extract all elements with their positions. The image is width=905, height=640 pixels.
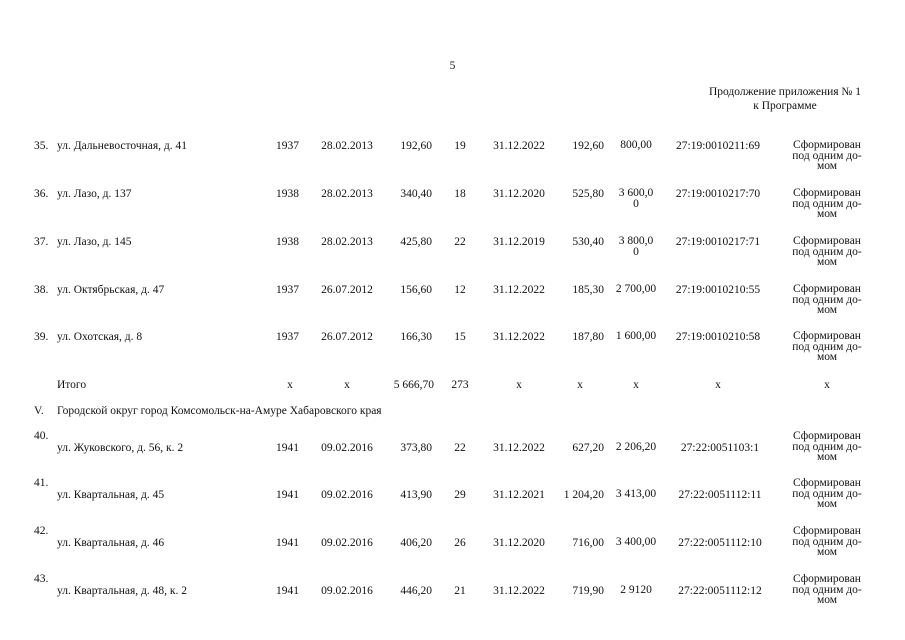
total-x: x xyxy=(344,379,350,391)
total-residents: 273 xyxy=(451,379,469,391)
area-cell: 406,20 xyxy=(400,537,432,549)
status-line: мом xyxy=(816,160,838,172)
status-line: мом xyxy=(816,351,838,363)
cost-cell xyxy=(608,284,664,295)
status-line: Сформирован xyxy=(793,430,861,442)
row-number: 36. xyxy=(34,188,49,200)
row-number: 41. xyxy=(34,477,49,489)
row-number: 38. xyxy=(34,284,49,296)
cadastral-cell: 27:22:0051112:10 xyxy=(678,537,762,549)
row-number: 35. xyxy=(34,140,49,152)
address-cell: ул. Квартальная, д. 46 xyxy=(57,537,165,549)
appendix-note-line2: к Программе xyxy=(753,100,817,112)
cadastral-cell: 27:19:0010211:69 xyxy=(676,140,760,152)
status-line: мом xyxy=(816,208,838,220)
cadastral-cell: 27:22:0051103:1 xyxy=(680,442,760,454)
status-line: под одним до- xyxy=(792,535,862,548)
status-line: мом xyxy=(816,594,838,606)
status-line: под одним до- xyxy=(792,487,862,500)
status-line: мом xyxy=(816,304,838,316)
status-cell xyxy=(782,478,872,510)
total-x: x xyxy=(824,379,830,391)
status-line: Сформирован xyxy=(793,525,861,537)
status-cell xyxy=(782,188,872,220)
deadline-cell: 31.12.2021 xyxy=(493,489,545,501)
address-cell: ул. Квартальная, д. 48, к. 2 xyxy=(57,585,187,597)
appendix-note xyxy=(690,85,880,113)
status-line: Сформирован xyxy=(793,330,861,342)
address-cell: ул. Лазо, д. 145 xyxy=(57,236,132,248)
cost-value: 800,00 xyxy=(620,139,652,151)
cost-cell xyxy=(608,537,664,548)
status-line: мом xyxy=(816,256,838,268)
cost-value: 3 600,0 xyxy=(618,187,654,199)
cost-value-cont: 0 xyxy=(633,198,639,210)
address-cell: ул. Жуковского, д. 56, к. 2 xyxy=(57,442,184,454)
status-cell xyxy=(782,431,872,463)
total-x: x xyxy=(516,379,522,391)
residents-cell: 12 xyxy=(454,284,466,296)
status-line: под одним до- xyxy=(792,245,862,258)
address-cell: ул. Квартальная, д. 45 xyxy=(57,489,165,501)
date-cell: 28.02.2013 xyxy=(321,236,373,248)
cost-value-cont: 0 xyxy=(633,246,639,258)
residents-cell: 15 xyxy=(454,331,466,343)
deadline-cell: 31.12.2022 xyxy=(493,284,545,296)
year-cell: 1941 xyxy=(276,585,299,597)
section-number: V. xyxy=(34,405,44,417)
cost-cell xyxy=(608,585,664,596)
status-cell xyxy=(782,331,872,363)
address-cell: ул. Охотская, д. 8 xyxy=(57,331,143,343)
total-x: x xyxy=(715,379,721,391)
deadline-cell: 31.12.2022 xyxy=(493,585,545,597)
area-cell: 373,80 xyxy=(400,442,432,454)
area-after-cell: 716,00 xyxy=(572,537,604,549)
residents-cell: 22 xyxy=(454,442,466,454)
cost-value: 2 700,00 xyxy=(615,283,657,295)
cost-value: 2 9120 xyxy=(620,584,652,596)
date-cell: 09.02.2016 xyxy=(321,489,373,501)
cost-cell xyxy=(608,331,664,342)
deadline-cell: 31.12.2020 xyxy=(493,537,545,549)
status-line: Сформирован xyxy=(793,187,861,199)
total-x: x xyxy=(577,379,583,391)
status-cell xyxy=(782,574,872,606)
cadastral-cell: 27:19:0010210:58 xyxy=(675,331,761,343)
status-cell xyxy=(782,284,872,316)
row-number: 37. xyxy=(34,236,49,248)
appendix-note-line1: Продолжение приложения № 1 xyxy=(708,86,862,98)
year-cell: 1941 xyxy=(276,489,299,501)
cost-cell xyxy=(608,489,664,500)
area-after-cell: 719,90 xyxy=(572,585,604,597)
deadline-cell: 31.12.2022 xyxy=(493,442,545,454)
row-number: 39. xyxy=(34,331,49,343)
cadastral-cell: 27:19:0010217:71 xyxy=(675,236,761,248)
status-cell xyxy=(782,526,872,558)
area-cell: 446,20 xyxy=(400,585,432,597)
cost-cell xyxy=(608,442,664,453)
year-cell: 1938 xyxy=(276,188,299,200)
cadastral-cell: 27:19:0010217:70 xyxy=(675,188,761,200)
date-cell: 28.02.2013 xyxy=(321,188,373,200)
cost-cell xyxy=(608,236,664,258)
status-line: Сформирован xyxy=(793,235,861,247)
address-cell: ул. Дальневосточная, д. 41 xyxy=(57,140,188,152)
status-line: Сформирован xyxy=(793,139,861,151)
cost-value: 3 800,0 xyxy=(618,235,654,247)
address-cell: ул. Лазо, д. 137 xyxy=(57,188,132,200)
date-cell: 09.02.2016 xyxy=(321,442,373,454)
cadastral-cell: 27:22:0051112:11 xyxy=(678,489,762,501)
year-cell: 1937 xyxy=(276,140,299,152)
year-cell: 1941 xyxy=(276,537,299,549)
status-line: Сформирован xyxy=(793,477,861,489)
area-cell: 166,30 xyxy=(400,331,432,343)
section-title: Городской округ город Комсомольск-на-Амуре Хабаровского края xyxy=(57,405,382,417)
status-line: под одним до- xyxy=(792,197,862,210)
deadline-cell: 31.12.2022 xyxy=(493,331,545,343)
residents-cell: 29 xyxy=(454,489,466,501)
date-cell: 09.02.2016 xyxy=(321,585,373,597)
status-line: мом xyxy=(816,546,838,558)
status-line: мом xyxy=(816,498,838,510)
status-line: под одним до- xyxy=(792,149,862,162)
address-cell: ул. Октябрьская, д. 47 xyxy=(57,284,165,296)
area-cell: 340,40 xyxy=(400,188,432,200)
page-number: 5 xyxy=(449,60,456,72)
row-number: 43. xyxy=(34,573,49,585)
status-cell xyxy=(782,236,872,268)
area-cell: 192,60 xyxy=(400,140,432,152)
status-cell xyxy=(782,140,872,172)
status-line: под одним до- xyxy=(792,583,862,596)
date-cell: 28.02.2013 xyxy=(321,140,373,152)
deadline-cell: 31.12.2019 xyxy=(493,236,545,248)
status-line: под одним до- xyxy=(792,340,862,353)
residents-cell: 26 xyxy=(454,537,466,549)
residents-cell: 22 xyxy=(454,236,466,248)
date-cell: 09.02.2016 xyxy=(321,537,373,549)
residents-cell: 21 xyxy=(454,585,466,597)
row-number: 40. xyxy=(34,430,49,442)
total-area: 5 666,70 xyxy=(393,379,434,391)
total-label: Итого xyxy=(57,379,87,391)
date-cell: 26.07.2012 xyxy=(321,331,373,343)
cost-cell xyxy=(608,188,664,210)
residents-cell: 19 xyxy=(454,140,466,152)
cost-value: 2 206,20 xyxy=(615,441,657,453)
cost-value: 1 600,00 xyxy=(615,330,657,342)
year-cell: 1937 xyxy=(276,284,299,296)
area-cell: 425,80 xyxy=(400,236,432,248)
area-cell: 413,90 xyxy=(400,489,432,501)
status-line: Сформирован xyxy=(793,573,861,585)
area-cell: 156,60 xyxy=(400,284,432,296)
area-after-cell: 185,30 xyxy=(572,284,604,296)
cost-value: 3 400,00 xyxy=(615,536,657,548)
cost-value: 3 413,00 xyxy=(615,488,657,500)
cost-cell xyxy=(608,140,664,151)
status-line: под одним до- xyxy=(792,440,862,453)
total-x: x xyxy=(633,379,639,391)
year-cell: 1941 xyxy=(276,442,299,454)
status-line: под одним до- xyxy=(792,293,862,306)
deadline-cell: 31.12.2022 xyxy=(493,140,545,152)
area-after-cell: 525,80 xyxy=(572,188,604,200)
date-cell: 26.07.2012 xyxy=(321,284,373,296)
deadline-cell: 31.12.2020 xyxy=(493,188,545,200)
status-line: Сформирован xyxy=(793,283,861,295)
area-after-cell: 187,80 xyxy=(572,331,604,343)
status-line: мом xyxy=(816,451,838,463)
area-after-cell: 627,20 xyxy=(572,442,604,454)
year-cell: 1937 xyxy=(276,331,299,343)
cadastral-cell: 27:19:0010210:55 xyxy=(675,284,761,296)
area-after-cell: 530,40 xyxy=(572,236,604,248)
area-after-cell: 192,60 xyxy=(572,140,604,152)
total-x: x xyxy=(287,379,293,391)
cadastral-cell: 27:22:0051112:12 xyxy=(678,585,762,597)
year-cell: 1938 xyxy=(276,236,299,248)
area-after-cell: 1 204,20 xyxy=(563,489,604,501)
residents-cell: 18 xyxy=(454,188,466,200)
row-number: 42. xyxy=(34,525,49,537)
